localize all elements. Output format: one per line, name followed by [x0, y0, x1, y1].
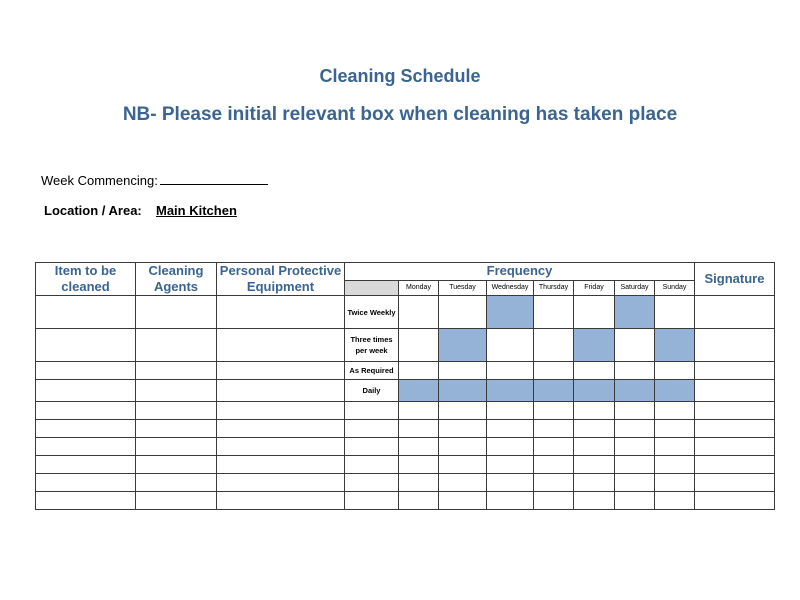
blank-cell[interactable] [217, 402, 345, 420]
ppe-cell[interactable] [217, 380, 345, 402]
blank-cell[interactable] [615, 438, 655, 456]
ppe-cell[interactable] [217, 329, 345, 362]
blank-cell[interactable] [695, 438, 775, 456]
blank-cell[interactable] [655, 438, 695, 456]
blank-cell[interactable] [439, 492, 487, 510]
ppe-cell[interactable] [217, 362, 345, 380]
day-cell-shaded[interactable] [615, 296, 655, 329]
blank-cell[interactable] [399, 474, 439, 492]
agents-cell[interactable] [136, 329, 217, 362]
header-signature: Signature [695, 263, 775, 296]
blank-cell[interactable] [574, 492, 615, 510]
blank-cell[interactable] [487, 438, 534, 456]
week-commencing-label: Week Commencing: [41, 173, 158, 188]
blank-cell[interactable] [655, 420, 695, 438]
day-cell[interactable] [534, 296, 574, 329]
blank-cell[interactable] [487, 402, 534, 420]
blank-cell[interactable] [36, 420, 136, 438]
blank-cell[interactable] [217, 438, 345, 456]
day-cell[interactable] [534, 362, 574, 380]
day-cell-shaded[interactable] [574, 380, 615, 402]
cleaning-schedule-table [35, 262, 775, 510]
schedule-body [36, 296, 775, 510]
blank-cell[interactable] [655, 402, 695, 420]
day-wednesday: Wednesday [487, 280, 534, 295]
blank-cell[interactable] [36, 474, 136, 492]
day-saturday: Saturday [615, 280, 655, 295]
blank-cell[interactable] [36, 438, 136, 456]
blank-row [36, 456, 775, 474]
item-cell[interactable] [36, 296, 136, 329]
blank-row [36, 492, 775, 510]
blank-cell[interactable] [345, 456, 399, 474]
blank-row [36, 474, 775, 492]
day-monday: Monday [399, 280, 439, 295]
blank-cell[interactable] [136, 438, 217, 456]
blank-cell[interactable] [534, 456, 574, 474]
blank-cell[interactable] [439, 456, 487, 474]
blank-cell[interactable] [36, 492, 136, 510]
day-cell-shaded[interactable] [534, 380, 574, 402]
blank-cell[interactable] [345, 474, 399, 492]
blank-cell[interactable] [399, 456, 439, 474]
frequency-label-header [345, 280, 399, 295]
header-item: Item to be cleaned [36, 263, 136, 296]
blank-cell[interactable] [136, 492, 217, 510]
frequency-row [36, 296, 775, 329]
blank-row [36, 438, 775, 456]
blank-cell[interactable] [655, 474, 695, 492]
frequency-label: As Required [345, 362, 399, 380]
blank-cell[interactable] [345, 420, 399, 438]
day-cell[interactable] [574, 296, 615, 329]
blank-cell[interactable] [534, 474, 574, 492]
frequency-row [36, 329, 775, 362]
blank-cell[interactable] [574, 474, 615, 492]
agents-cell[interactable] [136, 380, 217, 402]
blank-cell[interactable] [534, 420, 574, 438]
header-ppe: Personal Protective Equipment [217, 263, 345, 296]
blank-cell[interactable] [487, 420, 534, 438]
blank-cell[interactable] [36, 456, 136, 474]
location-label: Location / Area: [44, 203, 142, 218]
item-cell[interactable] [36, 380, 136, 402]
frequency-row [36, 380, 775, 402]
blank-cell[interactable] [136, 474, 217, 492]
blank-cell[interactable] [534, 438, 574, 456]
day-cell[interactable] [399, 362, 439, 380]
day-thursday: Thursday [534, 280, 574, 295]
day-cell-shaded[interactable] [487, 296, 534, 329]
day-cell-shaded[interactable] [487, 380, 534, 402]
blank-cell[interactable] [439, 438, 487, 456]
blank-cell[interactable] [574, 438, 615, 456]
day-cell-shaded[interactable] [655, 329, 695, 362]
blank-cell[interactable] [345, 492, 399, 510]
blank-cell[interactable] [615, 474, 655, 492]
day-cell[interactable] [439, 296, 487, 329]
frequency-label: Twice Weekly [345, 296, 399, 329]
page-title: Cleaning Schedule [319, 66, 481, 86]
day-cell-shaded[interactable] [574, 329, 615, 362]
blank-cell[interactable] [615, 456, 655, 474]
agents-cell[interactable] [136, 296, 217, 329]
day-cell[interactable] [615, 329, 655, 362]
week-commencing-field[interactable] [41, 173, 268, 188]
blank-cell[interactable] [136, 420, 217, 438]
blank-cell[interactable] [487, 456, 534, 474]
frequency-label: Three times per week [345, 329, 399, 362]
blank-cell[interactable] [345, 402, 399, 420]
day-cell[interactable] [399, 329, 439, 362]
blank-cell[interactable] [695, 420, 775, 438]
day-cell-shaded[interactable] [439, 329, 487, 362]
blank-cell[interactable] [615, 402, 655, 420]
blank-cell[interactable] [217, 456, 345, 474]
signature-cell[interactable] [695, 362, 775, 380]
day-cell-shaded[interactable] [439, 380, 487, 402]
signature-cell[interactable] [695, 329, 775, 362]
blank-cell[interactable] [136, 456, 217, 474]
blank-cell[interactable] [399, 402, 439, 420]
item-cell[interactable] [36, 362, 136, 380]
ppe-cell[interactable] [217, 296, 345, 329]
agents-cell[interactable] [136, 362, 217, 380]
blank-cell[interactable] [534, 402, 574, 420]
day-cell[interactable] [487, 362, 534, 380]
blank-cell[interactable] [574, 420, 615, 438]
blank-cell[interactable] [217, 420, 345, 438]
blank-cell[interactable] [615, 420, 655, 438]
location-value: Main Kitchen [156, 203, 237, 218]
blank-cell[interactable] [574, 402, 615, 420]
blank-cell[interactable] [439, 474, 487, 492]
day-cell[interactable] [487, 329, 534, 362]
day-cell[interactable] [574, 362, 615, 380]
blank-cell[interactable] [399, 492, 439, 510]
blank-cell[interactable] [439, 420, 487, 438]
blank-row [36, 402, 775, 420]
blank-cell[interactable] [36, 402, 136, 420]
blank-cell[interactable] [695, 402, 775, 420]
day-cell[interactable] [655, 296, 695, 329]
blank-cell[interactable] [217, 492, 345, 510]
day-cell[interactable] [655, 362, 695, 380]
blank-cell[interactable] [439, 402, 487, 420]
blank-cell[interactable] [655, 492, 695, 510]
blank-cell[interactable] [695, 492, 775, 510]
item-cell[interactable] [36, 329, 136, 362]
frequency-label: Daily [345, 380, 399, 402]
day-tuesday: Tuesday [439, 280, 487, 295]
day-cell[interactable] [534, 329, 574, 362]
day-cell-shaded[interactable] [399, 380, 439, 402]
blank-cell[interactable] [136, 402, 217, 420]
blank-cell[interactable] [574, 456, 615, 474]
day-cell-shaded[interactable] [615, 380, 655, 402]
blank-cell[interactable] [534, 492, 574, 510]
day-cell-shaded[interactable] [655, 380, 695, 402]
day-cell[interactable] [439, 362, 487, 380]
blank-cell[interactable] [217, 474, 345, 492]
blank-cell[interactable] [399, 438, 439, 456]
day-cell[interactable] [615, 362, 655, 380]
blank-cell[interactable] [487, 492, 534, 510]
day-cell[interactable] [399, 296, 439, 329]
blank-cell[interactable] [615, 492, 655, 510]
page-subtitle: NB- Please initial relevant box when cleaning has taken place [122, 104, 678, 125]
blank-cell[interactable] [655, 456, 695, 474]
header-frequency: Frequency [345, 263, 695, 281]
header-cleaning-agents: Cleaning Agents [136, 263, 217, 296]
signature-cell[interactable] [695, 296, 775, 329]
day-sunday: Sunday [655, 280, 695, 295]
day-friday: Friday [574, 280, 615, 295]
blank-cell[interactable] [487, 474, 534, 492]
blank-cell[interactable] [695, 456, 775, 474]
frequency-row [36, 362, 775, 380]
blank-cell[interactable] [345, 438, 399, 456]
signature-cell[interactable] [695, 380, 775, 402]
blank-cell[interactable] [399, 420, 439, 438]
week-commencing-blank-line[interactable] [160, 173, 268, 185]
blank-cell[interactable] [695, 474, 775, 492]
blank-row [36, 420, 775, 438]
